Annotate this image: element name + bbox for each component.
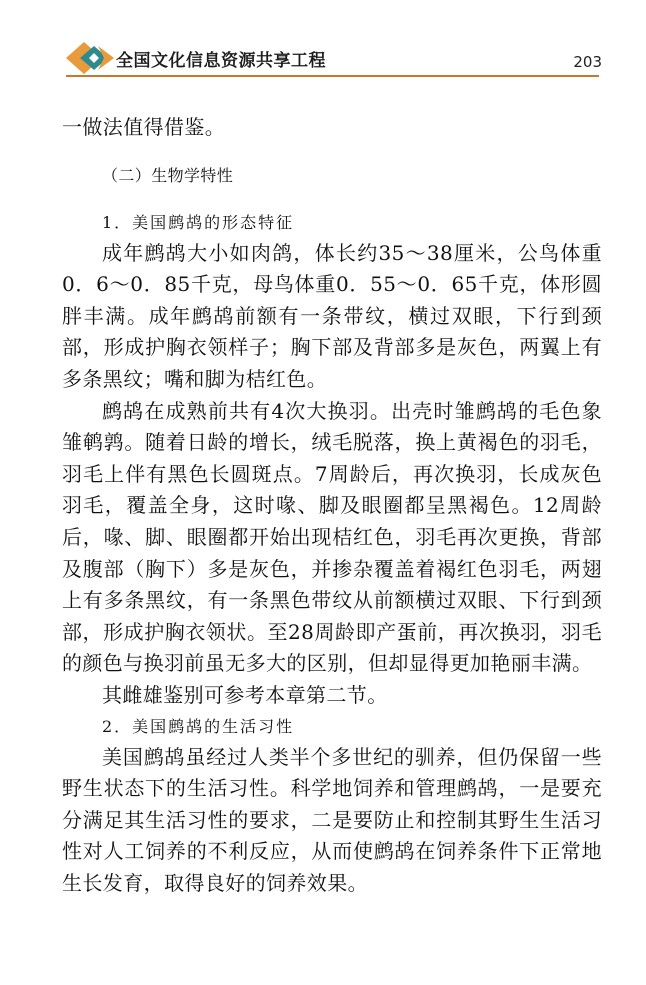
- subsection-heading-habits: 2．美国鹧鸪的生活习性: [102, 716, 295, 736]
- section-heading: （二）生物学特性: [102, 165, 234, 185]
- intro-paragraph: 一做法值得借鉴。: [62, 115, 226, 139]
- subsection-heading-morphology: 1．美国鹧鸪的形态特征: [102, 212, 295, 232]
- page-content: [62, 112, 602, 899]
- header-rule: [66, 75, 599, 77]
- header-brand: 全国文化信息资源共享工程: [116, 51, 326, 71]
- body-paragraph: 其雌雄鉴别可参考本章第二节。: [102, 682, 388, 707]
- body-paragraph: 鹧鸪在成熟前共有4次大换羽。出壳时雏鹧鸪的毛色象雏鹌鹑。随着日龄的增长，绒毛脱落，换上黄褐色的羽毛，羽毛上伴有黑色长圆斑点。7周龄后，再次换羽，长成灰色羽毛，覆盖全身，这时喙、脚及眼圈都呈黑褐色。12周龄后，喙、脚、眼圈都开始出现桔红色，羽毛再次更换，背部及腹部（胸下）多是灰色，并掺杂覆盖着褐红色羽毛，两翅上有多条黑纹，有一条黑色带纹从前额横过双眼、下行到颈部，形成护胸衣领状。至28周龄即产蛋前，再次换羽，羽毛的颜色与换羽前虽无多大的区别，但却显得更加艳丽丰满。: [62, 398, 602, 676]
- body-paragraph: 美国鹧鸪虽经过人类半个多世纪的驯养，但仍保留一些野生状态下的生活习性。科学地饲养和管理鹧鸪，一是要充分满足其生活习性的要求，二是要防止和控制其野生生活习性对人工饲养的不利反应，从而使鹧鸪在饲养条件下正常地生长发育，取得良好的饲养效果。: [62, 744, 602, 895]
- page-number: 203: [573, 53, 602, 71]
- body-paragraph: 成年鹧鸪大小如肉鸽，体长约35～38厘米，公鸟体重0．6～0．85千克，母鸟体重0．55～0．65千克，体形圆胖丰满。成年鹧鸪前额有一条带纹，横过双眼，下行到颈部，形成护胸衣领样子；胸下部及背部多是灰色，两翼上有多条黑纹；嘴和脚为桔红色。: [62, 240, 602, 391]
- page-header: [0, 0, 646, 80]
- logo-icon: [64, 38, 116, 78]
